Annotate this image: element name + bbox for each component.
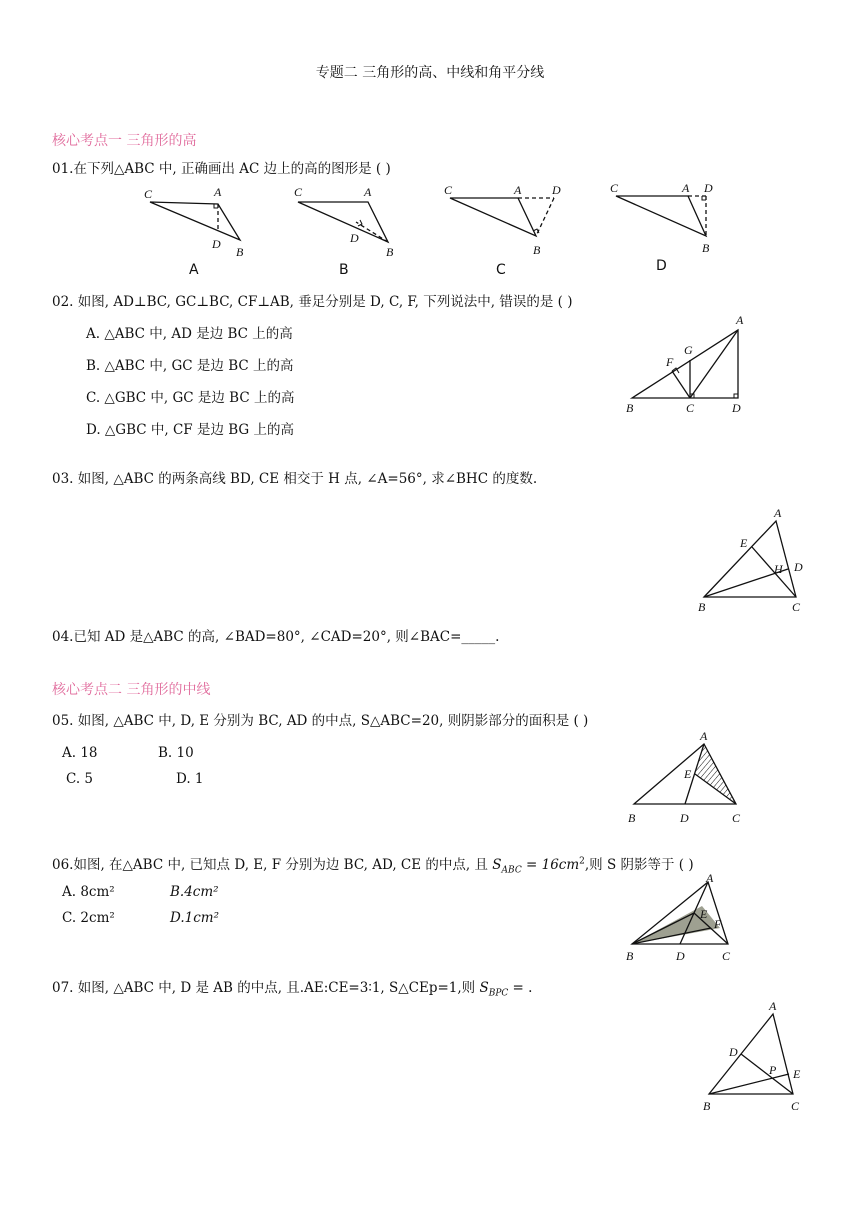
option-a: A. 18	[62, 745, 98, 761]
triangle-abc	[632, 330, 738, 398]
figure-q1-d	[608, 178, 723, 258]
question-03: 03. 如图, △ABC 的两条高线 BD, CE 相交于 H 点, ∠A=56°, 求∠BHC 的度数.	[52, 471, 538, 487]
fig-label: C	[722, 949, 731, 963]
caption-b: B	[339, 262, 349, 278]
figure-q1-c	[440, 180, 575, 260]
fig-label: C	[791, 1099, 800, 1113]
fig-label: C	[444, 183, 453, 197]
question-05: 05. 如图, △ABC 中, D, E 分别为 BC, AD 的中点, S△ABC=20, 则阴影部分的面积是 ( )	[52, 713, 589, 729]
fig-label: H	[774, 562, 783, 576]
fig-label: A	[736, 313, 744, 327]
triangle-abc	[704, 521, 796, 597]
fig-label: B	[533, 243, 541, 257]
fig-label: E	[793, 1067, 801, 1081]
fig-label: A	[514, 183, 522, 197]
question-02: 02. 如图, AD⊥BC, GC⊥BC, CF⊥AB, 垂足分别是 D, C, F, 下列说法中, 错误的是 ( )	[52, 294, 573, 310]
option-d: D. 1	[176, 771, 204, 787]
fig-label: C	[144, 187, 153, 201]
fig-label: E	[684, 767, 692, 781]
option-c: C. 2cm²	[62, 910, 115, 926]
fig-label: C	[610, 181, 619, 195]
fig-label: D	[794, 560, 803, 574]
stem-text: 06.如图, 在△ABC 中, 已知点 D, E, F 分别为边 BC, AD, CE 的中点, 且	[52, 857, 493, 873]
formula-s: S	[492, 857, 502, 873]
fig-label: G	[684, 343, 693, 357]
segment-be	[709, 1074, 789, 1094]
figure-q6	[622, 872, 747, 967]
formula-subscript: ABC	[501, 865, 522, 876]
option-b: B. △ABC 中, GC 是边 BC 上的高	[86, 358, 294, 374]
triangle-abc	[709, 1014, 793, 1094]
caption-d: D	[656, 258, 667, 274]
section-heading-heights: 核心考点一 三角形的高	[52, 133, 197, 149]
caption-a: A	[189, 262, 199, 278]
fig-label: C	[686, 401, 695, 415]
fig-label: A	[706, 872, 714, 885]
question-01: 01.在下列△ABC 中, 正确画出 AC 边上的高的图形是 ( )	[52, 161, 391, 177]
fig-label: D	[676, 949, 685, 963]
formula-exponent: 2	[579, 856, 585, 867]
figure-q7	[695, 998, 815, 1116]
fig-label: B	[626, 401, 634, 415]
figure-q2	[620, 310, 760, 420]
fig-label: B	[628, 811, 636, 825]
triangle-shape	[450, 198, 536, 236]
fig-label: D	[680, 811, 689, 825]
fig-label: C	[732, 811, 741, 825]
fig-label: B	[236, 245, 244, 259]
fig-label: A	[364, 185, 372, 199]
fig-label: E	[700, 907, 708, 921]
question-06	[52, 853, 694, 876]
figure-q1-a	[140, 180, 250, 260]
stem-text: 07. 如图, △ABC 中, D 是 AB 的中点, 且.AE:CE=3∶1, S△CEp=1,则	[52, 980, 480, 996]
fig-label: B	[703, 1099, 711, 1113]
formula-value: = 16cm	[521, 857, 580, 873]
section-heading-medians: 核心考点二 三角形的中线	[52, 682, 211, 698]
figure-q1-b	[290, 180, 405, 260]
option-d: D.1cm²	[170, 910, 219, 926]
fig-label: B	[698, 600, 706, 614]
option-d: D. △GBC 中, CF 是边 BG 上的高	[86, 422, 294, 438]
fig-label: D	[729, 1045, 738, 1059]
fig-label: B	[626, 949, 634, 963]
fig-label: P	[769, 1063, 777, 1077]
fig-label: D	[212, 237, 221, 251]
option-a: A. 8cm²	[62, 884, 115, 900]
caption-c: C	[496, 262, 506, 278]
segment-cd	[741, 1054, 793, 1094]
fig-label: C	[294, 185, 303, 199]
fig-label: A	[700, 729, 708, 743]
fig-label: F	[666, 355, 674, 369]
fig-label: A	[682, 181, 690, 195]
segment-cf	[672, 371, 690, 398]
triangle-shape	[150, 202, 240, 240]
option-b: B. 10	[158, 745, 194, 761]
fig-label: E	[740, 536, 748, 550]
fig-label: B	[702, 241, 710, 255]
segment-ac	[690, 330, 738, 398]
fig-label: A	[214, 185, 222, 199]
stem-text: ,则 S 阴影等于 ( )	[584, 857, 694, 873]
option-a: A. △ABC 中, AD 是边 BC 上的高	[86, 326, 293, 342]
figure-q3	[690, 505, 815, 615]
triangle-shape	[298, 202, 388, 242]
fig-label: D	[350, 231, 359, 245]
option-b: B.4cm²	[170, 884, 219, 900]
fig-label: B	[386, 245, 394, 259]
fig-label: D	[732, 401, 741, 415]
triangle-shape	[616, 196, 706, 236]
option-c: C. △GBC 中, GC 是边 BC 上的高	[86, 390, 295, 406]
fig-label: F	[714, 917, 722, 931]
question-07	[52, 976, 532, 999]
fig-label: D	[704, 181, 713, 195]
fig-label: C	[792, 600, 801, 614]
figure-q5	[622, 728, 752, 828]
fig-label: A	[769, 999, 777, 1013]
formula-subscript: BPC	[488, 988, 509, 999]
fig-label: D	[552, 183, 561, 197]
stem-text: = .	[508, 980, 533, 996]
question-04: 04.已知 AD 是△ABC 的高, ∠BAD=80°, ∠CAD=20°, 则∠BAC=_____.	[52, 629, 500, 645]
formula-s: S	[479, 980, 489, 996]
height-line	[536, 198, 554, 236]
fig-label: A	[774, 506, 782, 520]
page-title: 专题二 三角形的高、中线和角平分线	[315, 65, 545, 81]
option-c: C. 5	[66, 771, 94, 787]
